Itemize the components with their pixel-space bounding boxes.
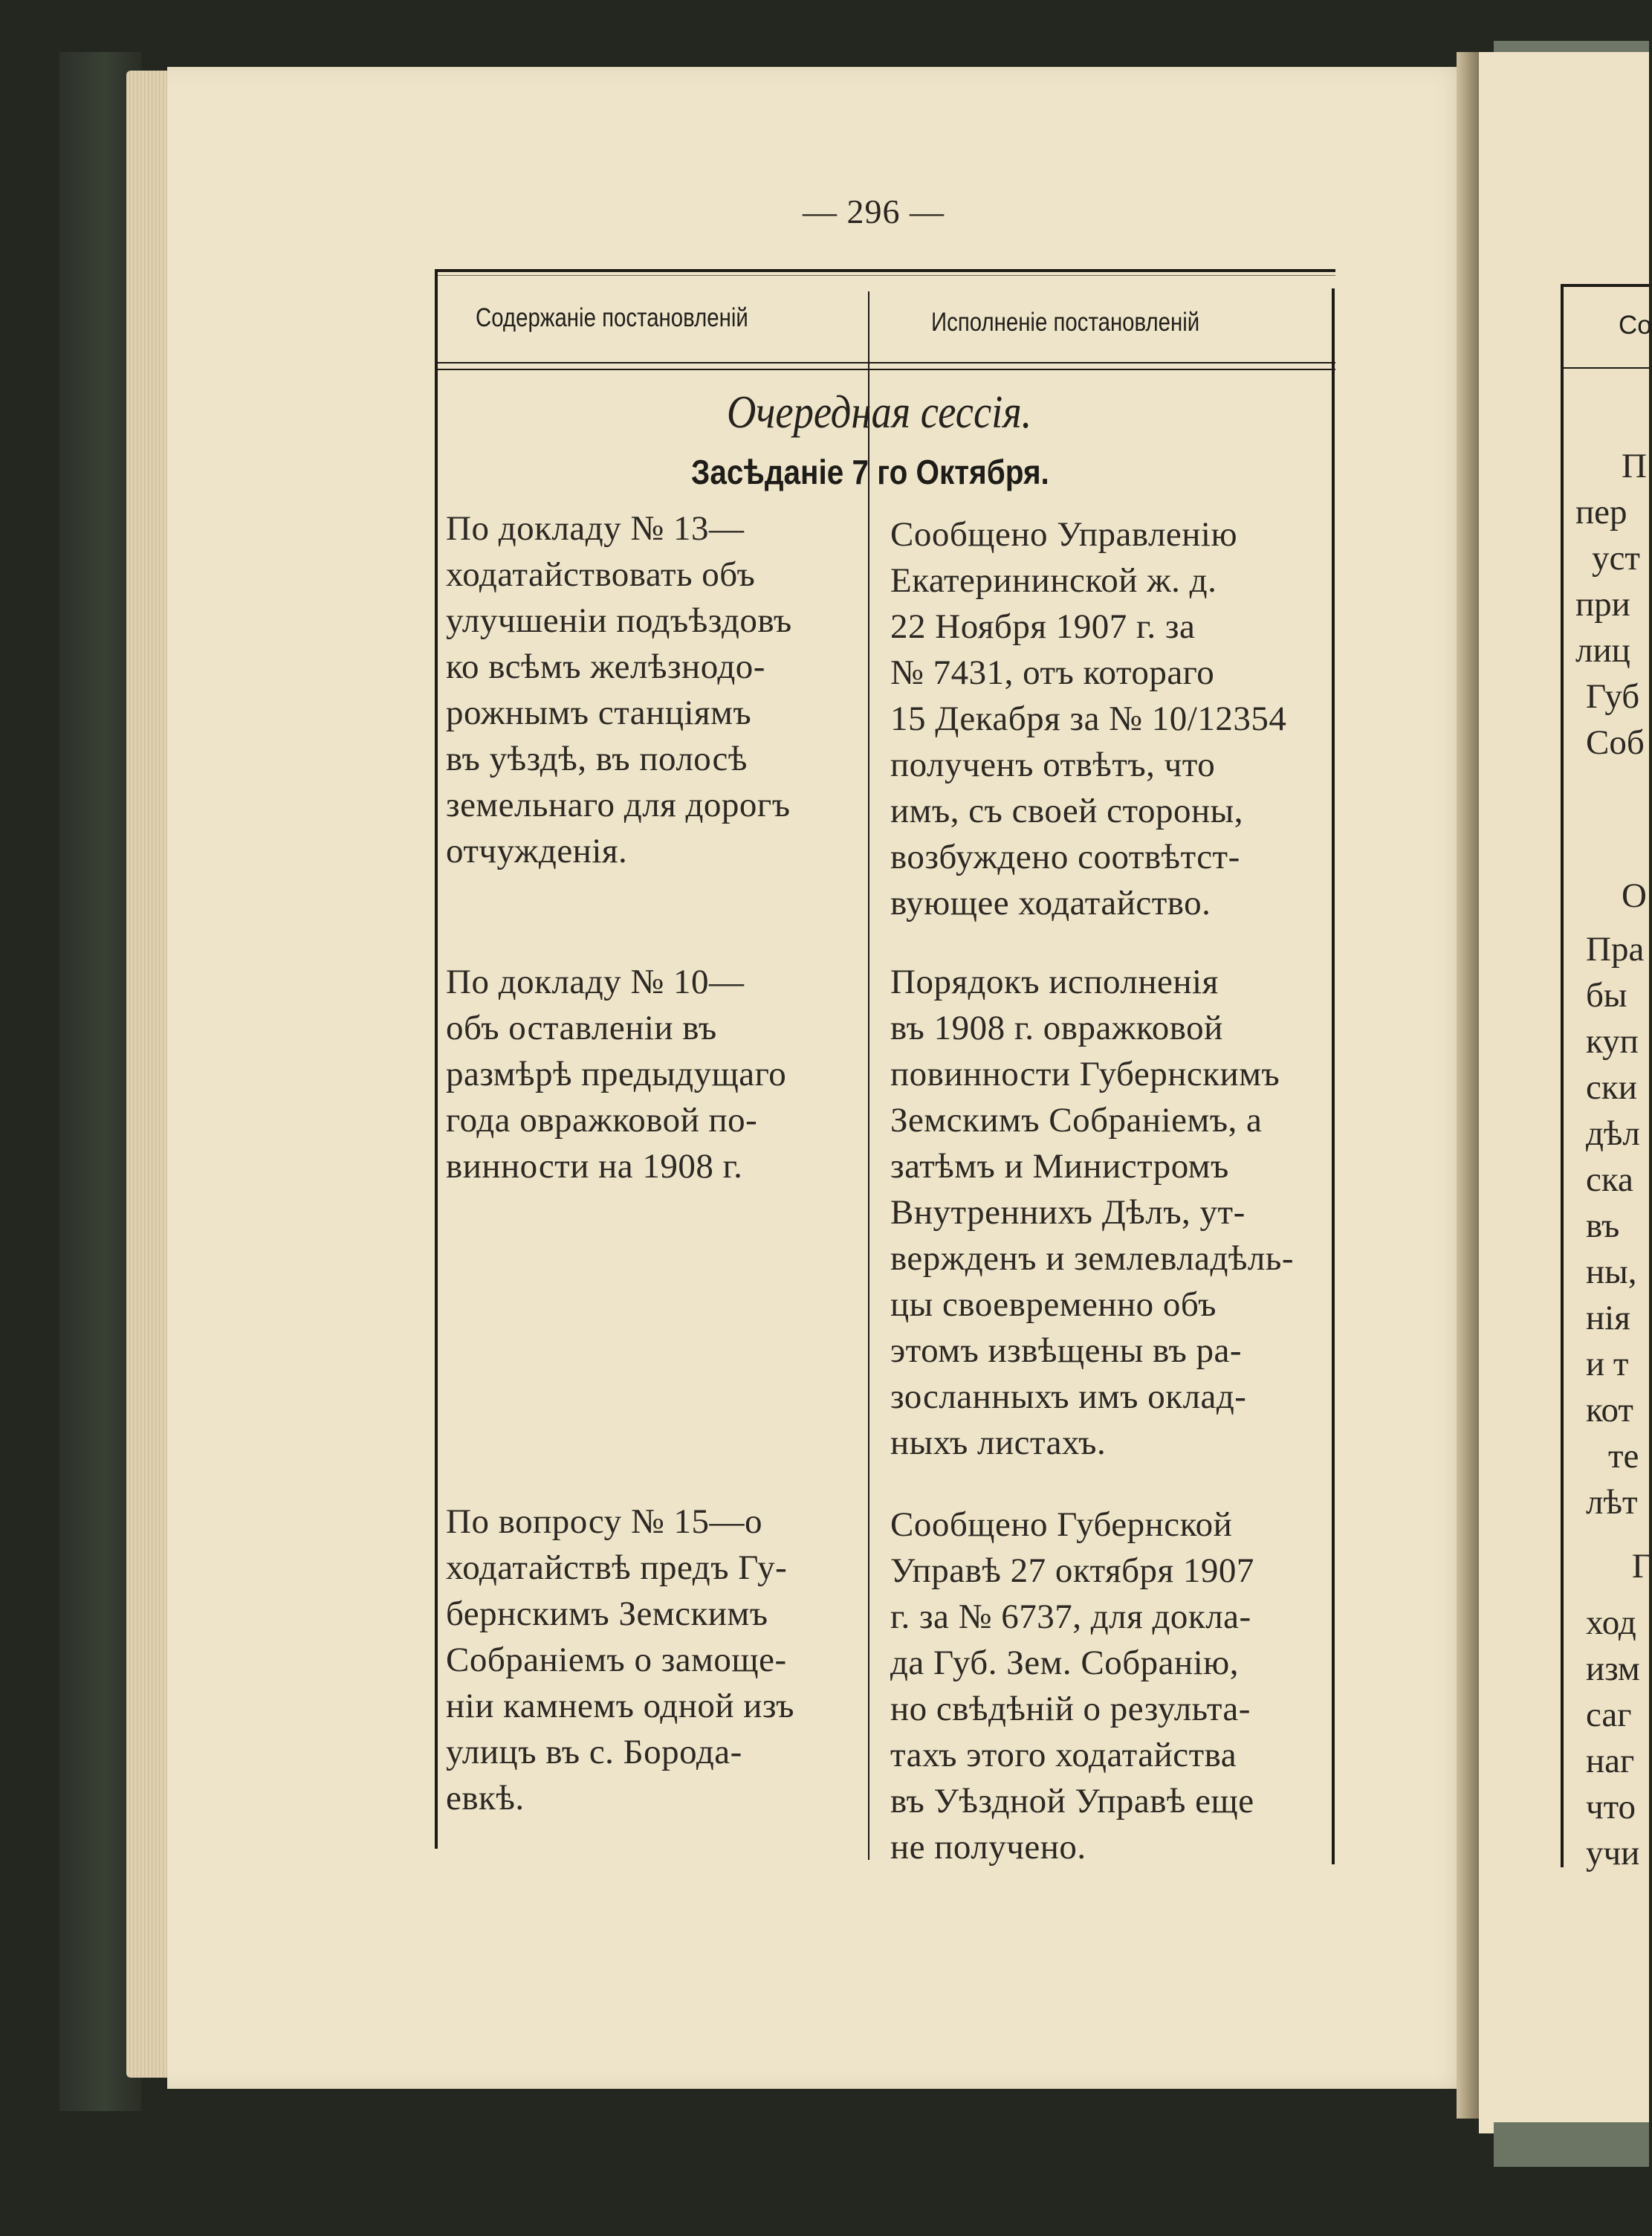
header-rule-1 <box>435 362 1335 363</box>
table-right-border <box>1332 288 1335 1864</box>
right-page-text-fragment: нія <box>1586 1299 1630 1337</box>
right-page-text-fragment: О <box>1622 876 1647 915</box>
right-page-text-fragment: бы <box>1586 976 1627 1015</box>
right-page-text-fragment: саг <box>1586 1696 1632 1734</box>
right-page-text-fragment: Соб <box>1586 723 1645 762</box>
execution-text: Сообщено Губернской Управѣ 27 октября 1907 г. за № 6737, для докла- да Губ. Зем. Собранію, но свѣдѣній о результа- тахъ этого ходатайства въ Уѣздной Управѣ еще не получено. <box>890 1505 1254 1867</box>
right-page-left-border <box>1561 284 1564 1867</box>
right-page-text-fragment: изм <box>1586 1649 1640 1688</box>
right-page-text-fragment: дѣл <box>1586 1114 1640 1153</box>
right-page-text-fragment: ны, <box>1586 1253 1637 1291</box>
book-cover-right-bottom <box>1494 2122 1649 2167</box>
right-page-text-fragment: Г <box>1632 1547 1652 1586</box>
right-page-text-fragment: ски <box>1586 1068 1637 1107</box>
resolution-text: По вопросу № 15—о ходатайствѣ предъ Гу- бернскимъ Земскимъ Собраніемъ о замоще- ніи камнемъ одной изъ улицъ въ с. Борода- евкѣ. <box>446 1502 794 1817</box>
session-title: Очередная сессія. <box>727 387 1032 438</box>
right-page-text-fragment: Губ <box>1586 677 1640 716</box>
right-page-text-fragment: уст <box>1592 539 1640 578</box>
right-page-text-fragment: ход <box>1586 1603 1636 1642</box>
right-page-text-fragment: пер <box>1575 493 1627 531</box>
right-page-text-fragment: куп <box>1586 1022 1639 1061</box>
execution-text: Сообщено Управленію Екатерининской ж. д. 22 Ноября 1907 г. за № 7431, отъ котораго 15 Декабря за № 10/12354 полученъ отвѣтъ, что имъ, съ своей стороны, возбуждено соотвѣтст- вующее ходатайство. <box>890 515 1287 922</box>
header-resolutions: Содержаніе постановленій <box>476 303 748 332</box>
right-page-text-fragment: кот <box>1586 1391 1633 1429</box>
page-number: — 296 — <box>803 193 945 230</box>
right-page-text-fragment: Пра <box>1586 930 1645 969</box>
execution-text: Порядокъ исполненія въ 1908 г. овражковой повинности Губернскимъ Земскимъ Собраніемъ, а затѣмъ и Министромъ Внутреннихъ Дѣлъ, ут- вержденъ и землевладѣль- цы своевременно объ этомъ извѣщены въ ра- зосланныхъ имъ оклад- ныхъ листахъ. <box>890 963 1294 1462</box>
right-page-text-fragment: П <box>1622 447 1647 485</box>
right-page-header-fragment: Со <box>1619 311 1652 340</box>
right-page-text-fragment: при <box>1575 585 1630 624</box>
header-rule-2 <box>435 369 1335 370</box>
table-top-rule-thin <box>435 275 1335 276</box>
right-page-text-fragment: и т <box>1586 1345 1629 1383</box>
sitting-title: Засѣданіе 7 го Октября. <box>691 453 1049 491</box>
resolution-text: По докладу № 10— объ оставленіи въ размѣрѣ предыдущаго года овражковой по- винности на 1908 г. <box>446 963 787 1186</box>
right-page-text-fragment: ска <box>1586 1160 1633 1199</box>
right-page-text-fragment: учи <box>1586 1834 1640 1873</box>
right-page-text-fragment: лиц <box>1575 631 1630 670</box>
table-column-divider <box>868 291 869 1860</box>
resolution-text: По докладу № 13— ходатайствовать объ улучшеніи подъѣздовъ ко всѣмъ желѣзнодо- рожнымъ станціямъ въ уѣздѣ, въ полосѣ земельнаго для дорогъ отчужденія. <box>446 509 792 870</box>
right-page-top-rule <box>1561 284 1649 287</box>
right-page-text-fragment: наг <box>1586 1742 1635 1780</box>
table-top-rule <box>435 269 1335 272</box>
right-page-header-rule <box>1561 367 1649 369</box>
right-page-text-fragment: лѣт <box>1586 1483 1638 1522</box>
right-page-text-fragment: что <box>1586 1788 1636 1826</box>
right-page-text-fragment: те <box>1608 1437 1639 1476</box>
right-page-text-fragment: въ <box>1586 1206 1620 1245</box>
table-left-border <box>435 269 438 1849</box>
header-execution: Исполненіе постановленій <box>931 308 1200 337</box>
